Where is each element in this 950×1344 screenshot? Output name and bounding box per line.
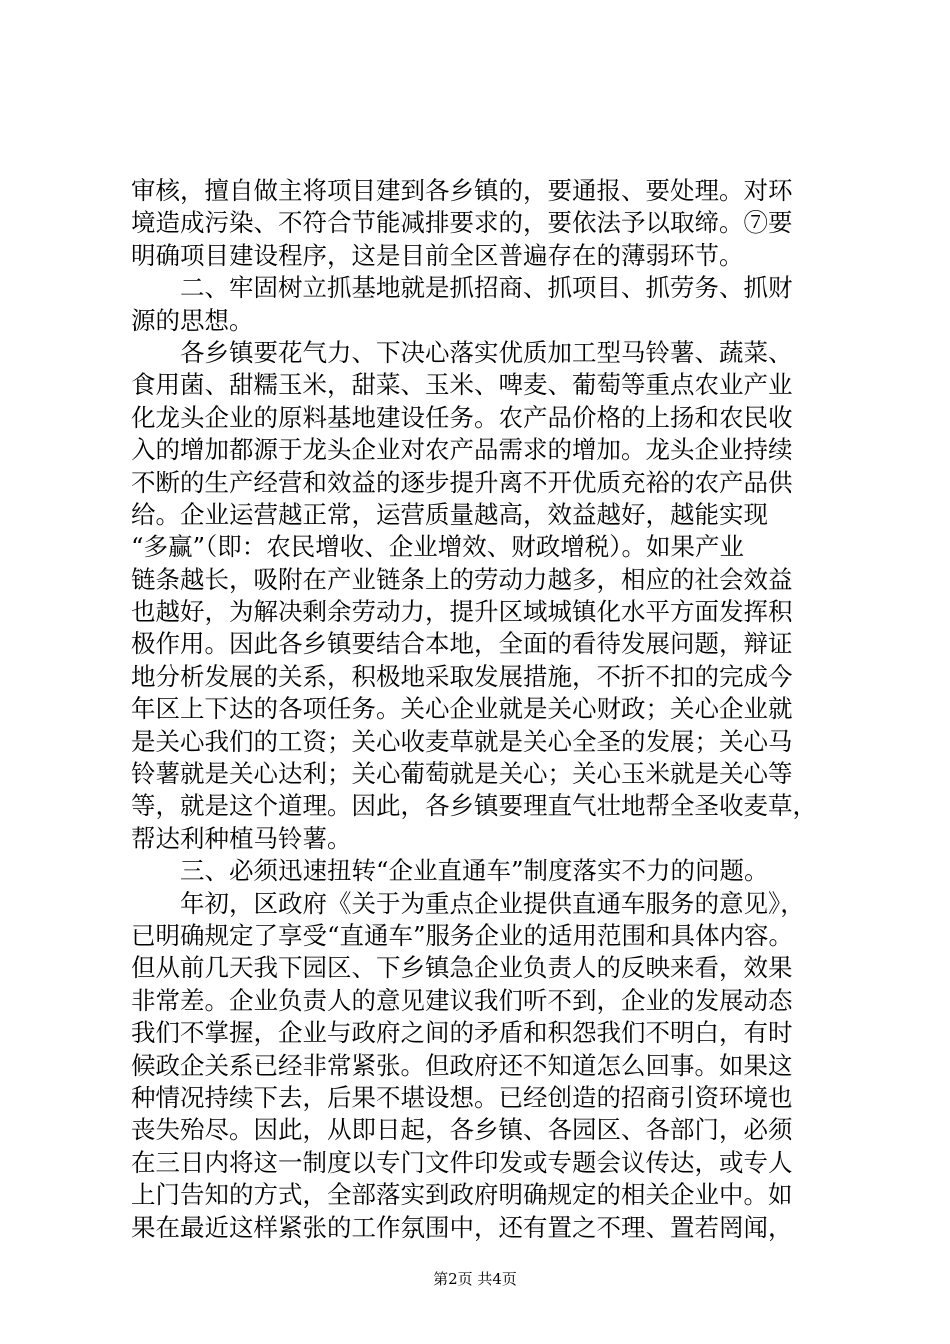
- text-line: 是关心我们的工资；关心收麦草就是关心全圣的发展；关心马: [131, 726, 793, 756]
- page-number: 第2页 共4页: [433, 1270, 517, 1288]
- text-line: 我们不掌握，企业与政府之间的矛盾和积怨我们不明白，有时: [131, 1018, 793, 1048]
- text-line: 但从前几天我下园区、下乡镇急企业负责人的反映来看，效果: [131, 953, 793, 983]
- page-footer: [0, 1268, 950, 1289]
- section-heading-line: 源的思想。: [131, 305, 254, 335]
- text-line: 入的增加都源于龙头企业对农产品需求的增加。龙头企业持续: [131, 435, 793, 465]
- text-line: 审核，擅自做主将项目建到各乡镇的，要通报、要处理。对环: [131, 176, 793, 205]
- text-line: 境造成污染、不符合节能减排要求的，要依法予以取缔。⑦要: [131, 208, 793, 238]
- text-line: 种情况持续下去，后果不堪设想。已经创造的招商引资环境也: [131, 1082, 793, 1112]
- text-line: 明确项目建设程序，这是目前全区普遍存在的薄弱环节。: [131, 240, 744, 270]
- text-line: 极作用。因此各乡镇要结合本地，全面的看待发展问题，辩证: [131, 629, 793, 659]
- text-line: 在三日内将这一制度以专门文件印发或专题会议传达，或专人: [131, 1147, 793, 1177]
- text-line: 铃薯就是关心达利；关心葡萄就是关心；关心玉米就是关心等: [131, 759, 793, 789]
- text-line: 上门告知的方式，全部落实到政府明确规定的相关企业中。如: [131, 1180, 793, 1210]
- text-line: 给。企业运营越正常，运营质量越高，效益越好，越能实现: [131, 499, 768, 529]
- text-line: 丧失殆尽。因此，从即日起，各乡镇、各园区、各部门，必须: [131, 1115, 793, 1145]
- body-text: [131, 175, 821, 1244]
- text-line: 候政企关系已经非常紧张。但政府还不知道怎么回事。如果这: [131, 1050, 793, 1080]
- text-line: “多赢”（即：农民增收、企业增效、财政增税）。如果产业: [131, 532, 745, 562]
- section-heading-line: 二、牢固树立抓基地就是抓招商、抓项目、抓劳务、抓财: [131, 273, 793, 303]
- text-line: 果在最近这样紧张的工作氛围中，还有置之不理、置若罔闻，: [131, 1212, 793, 1242]
- text-line: 食用菌、甜糯玉米，甜菜、玉米、啤麦、葡萄等重点农业产业: [131, 370, 793, 400]
- text-line: 不断的生产经营和效益的逐步提升离不开优质充裕的农产品供: [131, 467, 793, 497]
- text-line: 年区上下达的各项任务。关心企业就是关心财政；关心企业就: [131, 694, 793, 724]
- text-line: 各乡镇要花气力、下决心落实优质加工型马铃薯、蔬菜、: [131, 337, 793, 367]
- section-heading-line: 三、必须迅速扭转“企业直通车”制度落实不力的问题。: [131, 856, 769, 886]
- text-line: 化龙头企业的原料基地建设任务。农产品价格的上扬和农民收: [131, 402, 793, 432]
- text-line: 年初，区政府《关于为重点企业提供直通车服务的意见》，: [131, 888, 805, 918]
- text-line: 地分析发展的关系，积极地采取发展措施，不折不扣的完成今: [131, 661, 793, 691]
- text-line: 也越好，为解决剩余劳动力，提升区域城镇化水平方面发挥积: [131, 597, 793, 627]
- text-line: 链条越长，吸附在产业链条上的劳动力越多，相应的社会效益: [131, 564, 793, 594]
- text-line: 已明确规定了享受“直通车”服务企业的适用范围和具体内容。: [131, 920, 794, 950]
- text-line: 非常差。企业负责人的意见建议我们听不到，企业的发展动态: [131, 985, 793, 1015]
- text-line: 等，就是这个道理。因此，各乡镇要理直气壮地帮全圣收麦草，: [131, 791, 817, 821]
- text-line: 帮达利种植马铃薯。: [131, 823, 352, 853]
